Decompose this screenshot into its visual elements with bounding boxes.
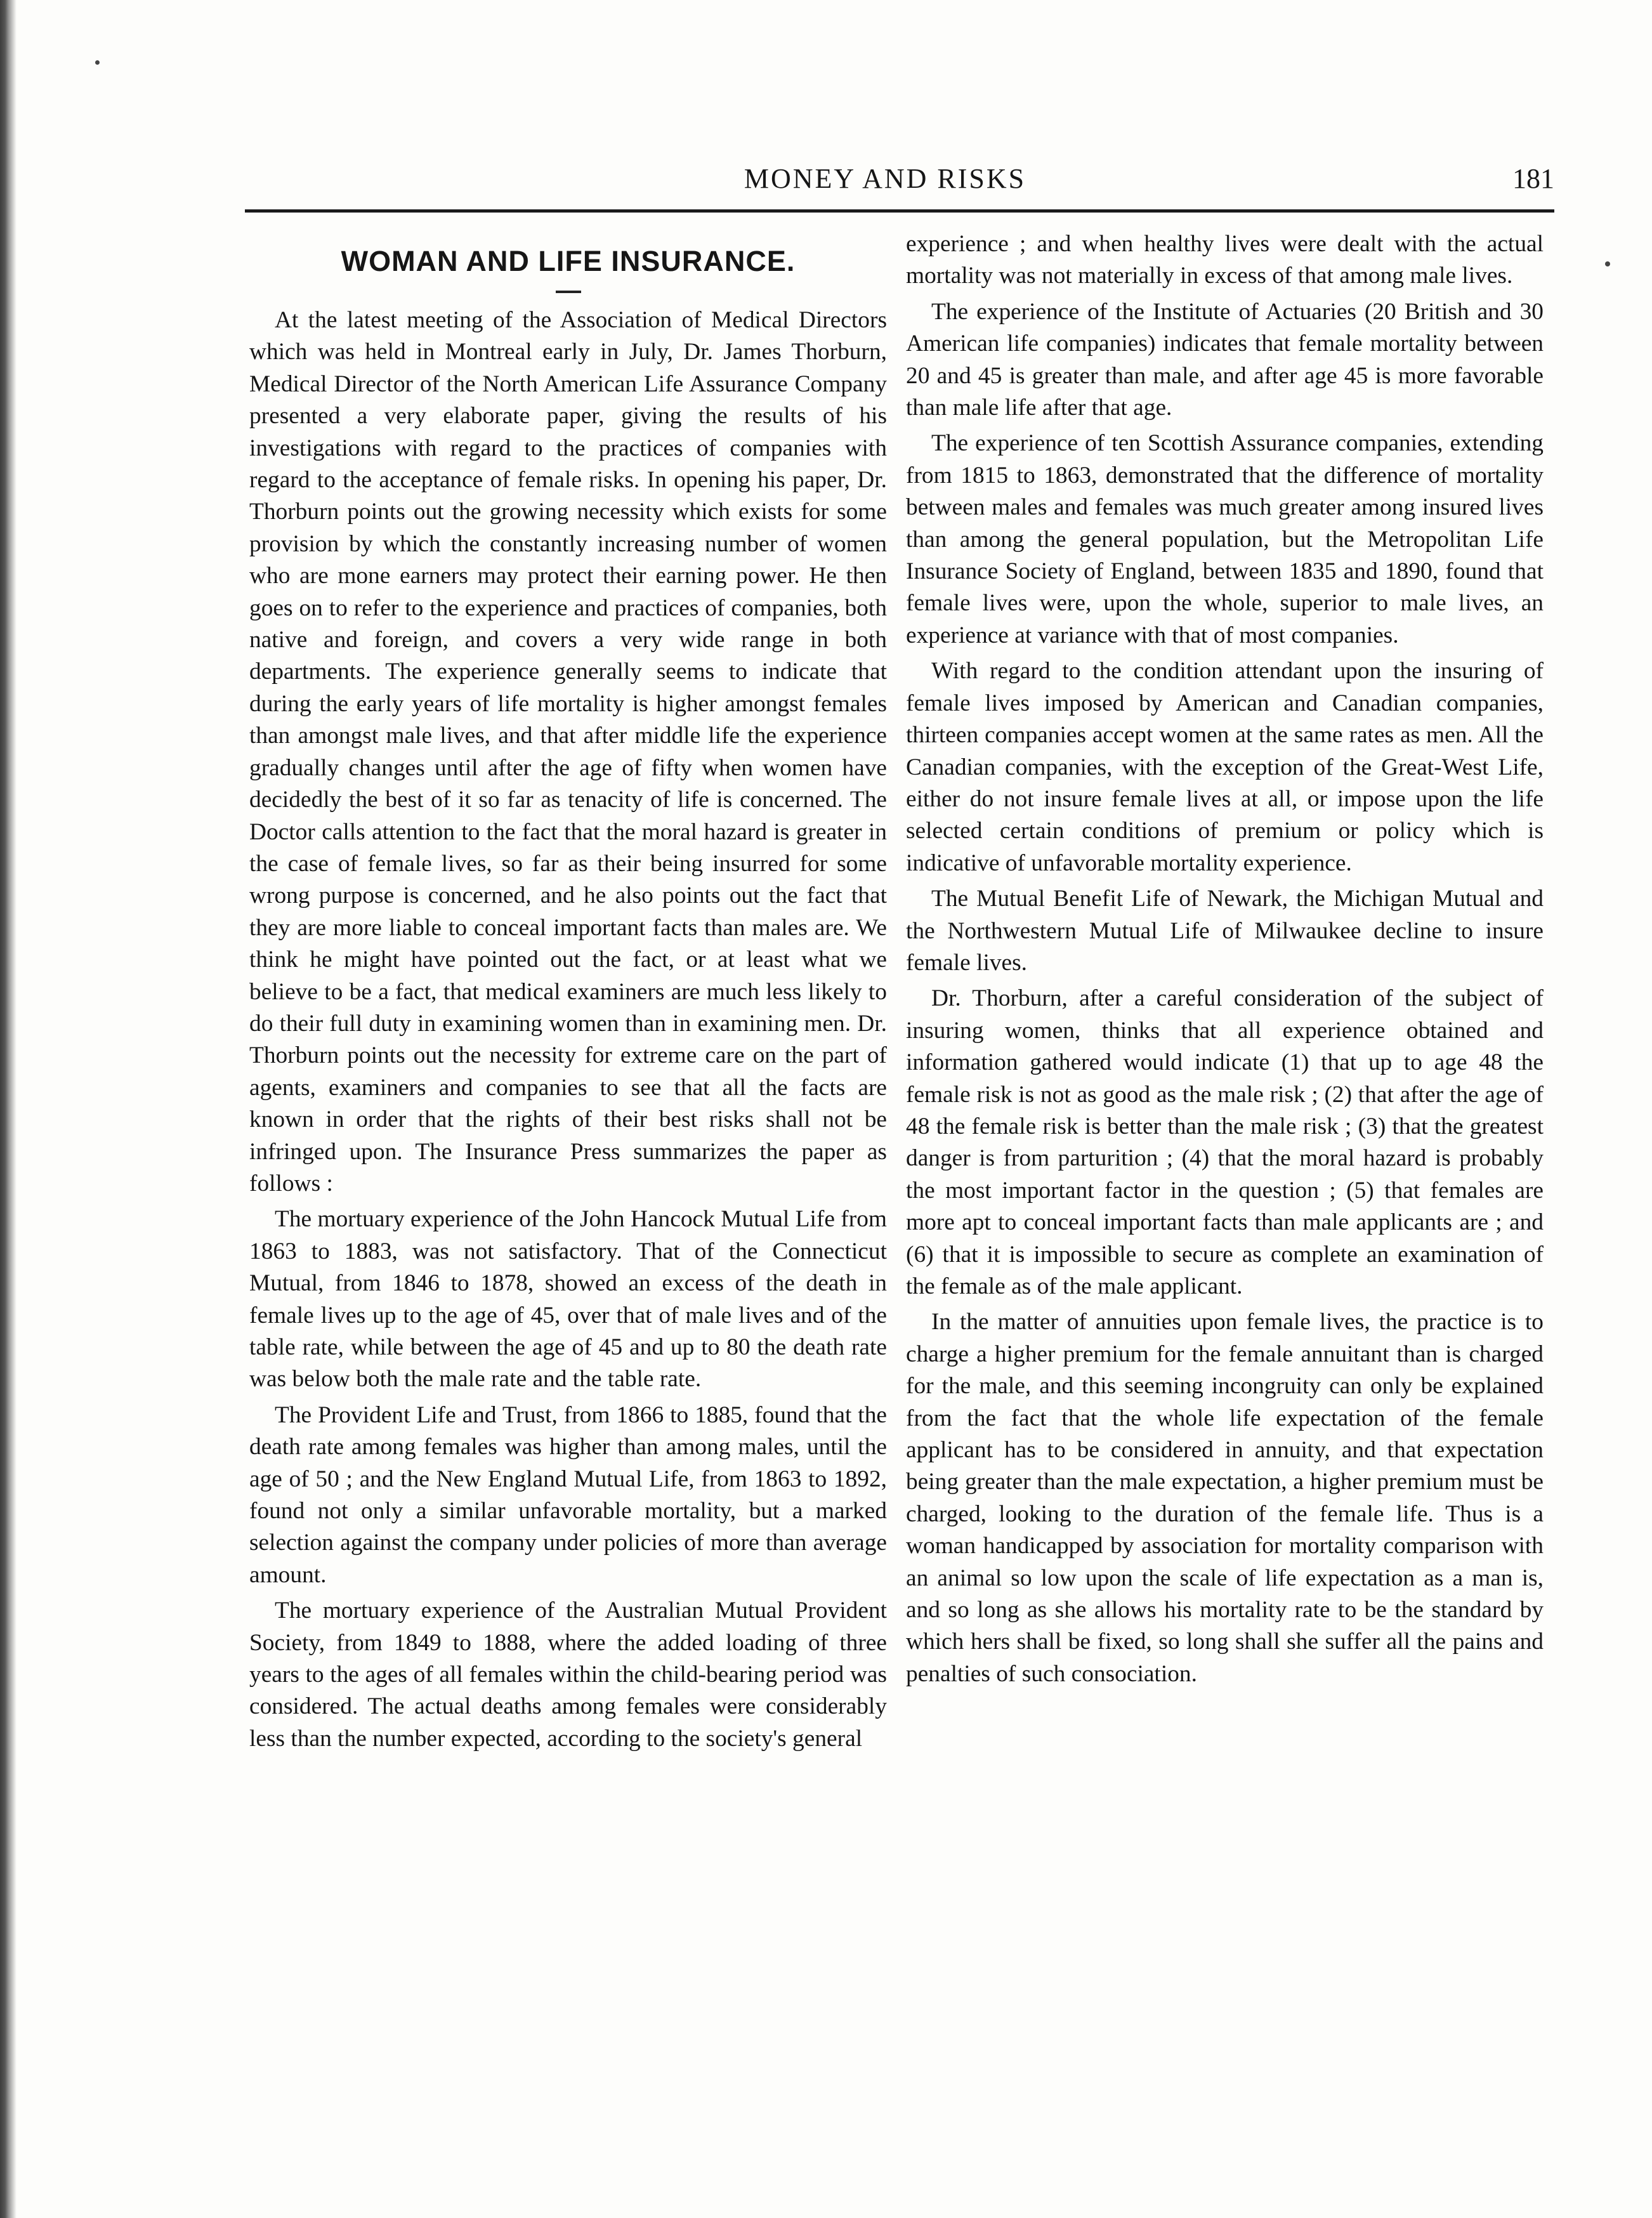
speck-mark <box>1605 261 1610 266</box>
speck-mark <box>95 60 100 65</box>
paragraph: Dr. Thorburn, after a careful consideration of the subject of insuring women, thinks that all experience obtained and information gathered would indicate (1) that up to age 48 the female risk is not as good as the male risk ; (2) that after the age of 48 the female risk is better than the male risk ; (3) that the greatest danger is from parturition ; (4) that the moral hazard is probably the most important factor in the question ; (5) that females are more apt to conceal important facts than male applicants are ; and (6) that it is impossible to secure as complete an examination of the female as of the male applicant. <box>906 985 1544 1299</box>
right-column <box>906 228 1544 1690</box>
paragraph: The experience of the Institute of Actuaries (20 British and 30 American life companies) indicates that female mortality between 20 and 45 is greater than male, and after age 45 is more favorable than male life after that age. <box>906 298 1544 421</box>
scan-binding-edge <box>0 0 16 2218</box>
page-header <box>216 162 1554 207</box>
paragraph: At the latest meeting of the Association of Medical Directors which was held in Montreal early in July, Dr. James Thorburn, Medical Director of the North American Life Assurance Company presented a very elaborate paper, giving the results of his investigations with regard to the practices of companies with regard to the acceptance of female risks. In opening his paper, Dr. Thorburn points out the growing necessity which exists for some provision by which the constantly increasing number of women who are mone earners may protect their earning power. He then goes on to refer to the experience and practices of companies, both native and foreign, and covers a very wide range in both departments. The experience generally seems to indicate that during the early years of life mortality is higher amongst females than amongst male lives, and that after middle life the experience gradually changes until after the age of fifty when women have decidedly the best of it so far as tenacity of life is concerned. The Doctor calls attention to the fact that the moral hazard is greater in the case of female lives, so far as their being insurred for some wrong purpose is concerned, and he also points out the fact that they are more liable to conceal important facts than males are. We think he might have pointed out the fact, or at least what we believe to be a fact, that medical examiners are much less likely to do their full duty in examining women than in examining men. Dr. Thorburn points out the necessity for extreme care on the part of agents, examiners and companies to see that all the facts are known in order that the rights of their best risks shall not be infringed upon. The Insurance Press summarizes the paper as follows : <box>249 307 887 1197</box>
paragraph: The mortuary experience of the Australian Mutual Provident Society, from 1849 to 1888, where the added loading of three years to the ages of all females within the child-bearing period was considered. The actual deaths among females were considerably less than the number expected, according to the society's general <box>249 1598 887 1752</box>
title-dash <box>556 291 581 293</box>
page-number: 181 <box>1512 163 1554 194</box>
paragraph: The Provident Life and Trust, from 1866 to 1885, found that the death rate among females was higher than among males, until the age of 50 ; and the New England Mutual Life, from 1863 to 1892, found not only a similar unfavorable mortality, but a marked selection against the company under policies of more than average amount. <box>249 1401 887 1588</box>
paragraph: The mortuary experience of the John Hancock Mutual Life from 1863 to 1883, was not satisfactory. That of the Connecticut Mutual, from 1846 to 1878, showed an excess of the death in female lives up to the age of 45, over that of male lives and of the table rate, while between the age of 45 and up to 80 the death rate was below both the male rate and the table rate. <box>249 1206 887 1393</box>
left-column <box>249 228 887 1755</box>
article-title: WOMAN AND LIFE INSURANCE. <box>341 245 796 277</box>
paragraph: The experience of ten Scottish Assurance companies, extending from 1815 to 1863, demonstrated that the difference of mortality between males and females was much greater among insured lives than among the general population, but the Metropolitan Life Insurance Society of England, between 1835 and 1890, found that female lives were, upon the whole, superior to male lives, an experience at variance with that of most companies. <box>906 430 1544 648</box>
paragraph-continued: experience ; and when healthy lives were dealt with the actual mortality was not materially in excess of that among male lives. <box>906 231 1544 289</box>
running-title: MONEY AND RISKS <box>744 163 1026 194</box>
paragraph: With regard to the condition attendant upon the insuring of female lives imposed by American and Canadian companies, thirteen companies accept women at the same rates as men. All the Canadian companies, with the exception of the Great-West Life, either do not insure female lives at all, or impose upon the life selected certain conditions of premium or policy which is indicative of unfavorable mortality experience. <box>906 658 1544 876</box>
paragraph: In the matter of annuities upon female lives, the practice is to charge a higher premium for the female annuitant than is charged for the male, and this seeming incongruity can only be explained from the fact that the whole life expectation of the female applicant has to be considered in annuity, and that expectation being greater than the male expectation, a higher premium must be charged, looking to the duration of the female life. Thus is a woman handicapped by association for mortality comparison with an animal so low upon the scale of life expectation as a man is, and so long as she allows his mortality rate to be the standard by which hers shall be fixed, so long shall she suffer all the pains and penalties of such consociation. <box>906 1309 1544 1687</box>
header-rule <box>245 209 1554 213</box>
paragraph: The Mutual Benefit Life of Newark, the Michigan Mutual and the Northwestern Mutual Life of Milwaukee decline to insure female lives. <box>906 886 1544 976</box>
